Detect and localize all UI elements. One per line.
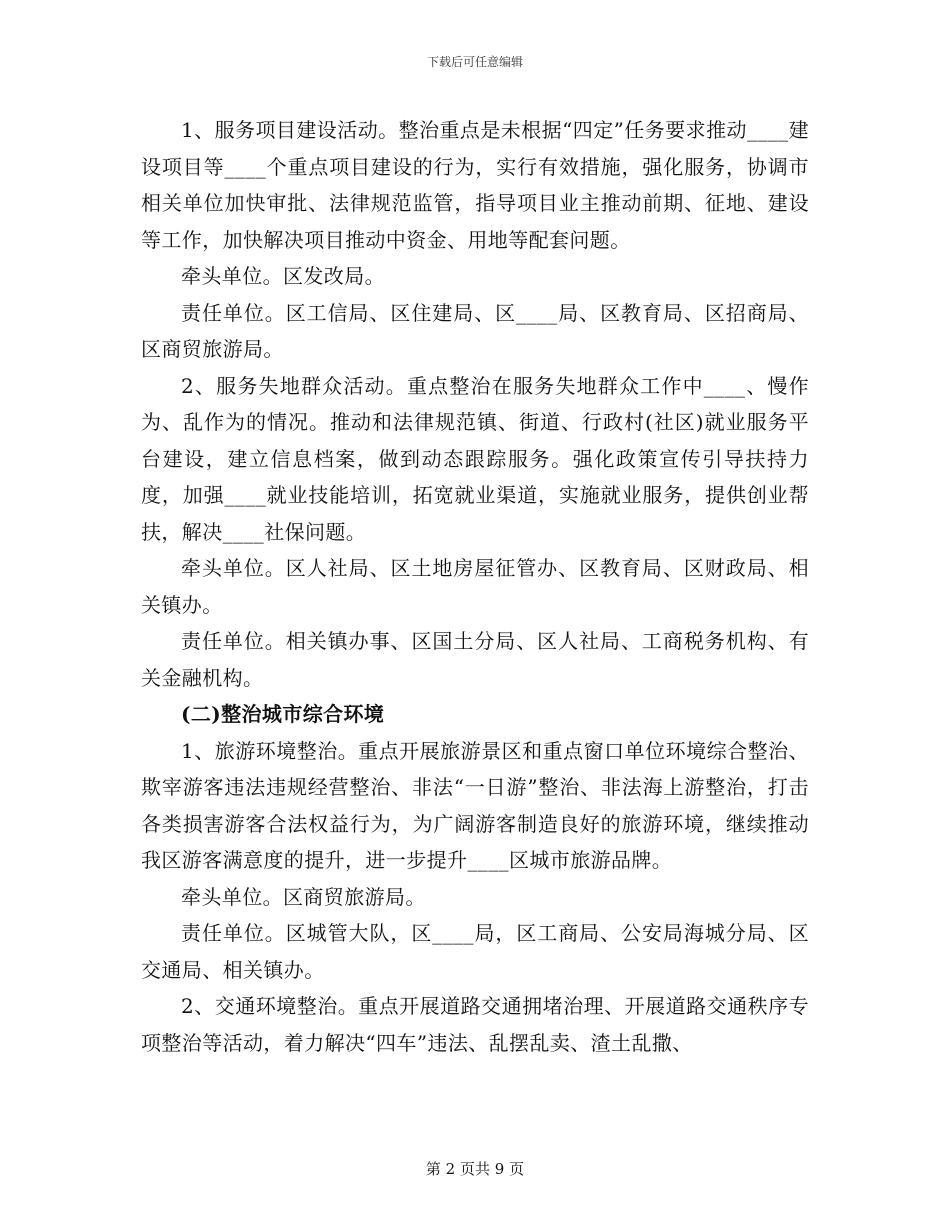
paragraph-responsible-unit: 责任单位。区工信局、区住建局、区____局、区教育局、区招商局、区商贸旅游局。 xyxy=(141,300,809,361)
paragraph-landless-service: 2、服务失地群众活动。重点整治在服务失地群众工作中____、慢作为、乱作为的情况。推动和法律规范镇、街道、行政村(社区)就业服务平台建设，建立信息档案，做到动态跟踪服务。强化政策宣传引导扶持力度，加强____就业技能培训，拓宽就业渠道，实施就业服务，提供创业帮扶，解决____社保问题。 xyxy=(141,373,809,544)
paragraph-tourism-environment: 1、旅游环境整治。重点开展旅游景区和重点窗口单位环境综合整治、欺宰游客违法违规经营整治、非法“一日游”整治、非法海上游整治，打击各类损害游客合法权益行为，为广阔游客制造良好的旅游环境，继续推动我区游客满意度的提升，进一步提升____区城市旅游品牌。 xyxy=(141,738,809,872)
paragraph-lead-unit: 牵头单位。区发改局。 xyxy=(181,264,385,288)
paragraph-responsible-unit: 责任单位。相关镇办事、区国土分局、区人社局、工商税务机构、有关金融机构。 xyxy=(141,629,809,690)
paragraph-project-construction: 1、服务项目建设活动。整治重点是未根据“四定”任务要求推动____建设项目等____个重点项目建设的行为，实行有效措施，强化服务，协调市相关单位加快审批、法律规范监管，指导项目业主推动前期、征地、建设等工作，加快解决项目推动中资金、用地等配套问题。 xyxy=(141,118,809,252)
paragraph-lead-unit: 牵头单位。区人社局、区土地房屋征管办、区教育局、区财政局、相关镇办。 xyxy=(141,556,809,617)
section-heading: (二)整治城市综合环境 xyxy=(181,702,385,726)
document-body xyxy=(141,112,809,1061)
page-header-note: 下载后可任意编辑 xyxy=(426,55,523,69)
paragraph-lead-unit: 牵头单位。区商贸旅游局。 xyxy=(181,884,426,909)
paragraph-traffic-environment: 2、交通环境整治。重点开展道路交通拥堵治理、开展道路交通秩序专项整治等活动，着力解决“四车”违法、乱摆乱卖、渣土乱撒、 xyxy=(141,994,809,1055)
paragraph-responsible-unit: 责任单位。区城管大队，区____局，区工商局、公安局海城分局、区交通局、相关镇办。 xyxy=(141,921,809,982)
page-number: 第 2 页共 9 页 xyxy=(425,1160,525,1178)
